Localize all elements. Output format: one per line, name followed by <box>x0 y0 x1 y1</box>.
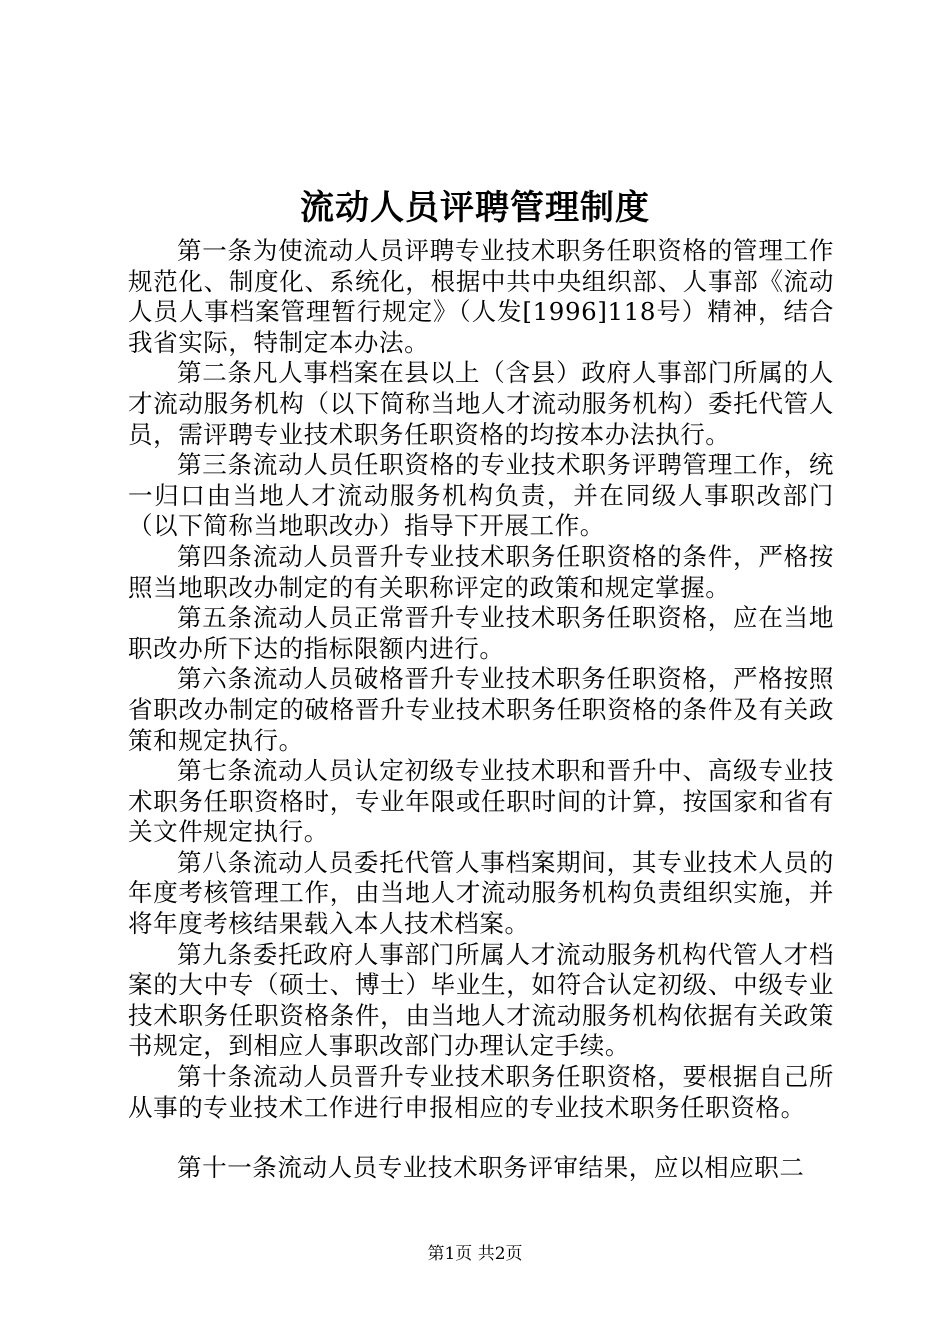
page-number-footer: 第1页 共2页 <box>427 1244 523 1264</box>
article-10: 第十条流动人员晋升专业技术职务任职资格，要根据自己所从事的专业技术工作进行申报相应的专业技术职务任职资格。 <box>128 1062 834 1122</box>
article-1: 第一条为使流动人员评聘专业技术职务任职资格的管理工作规范化、制度化、系统化，根据中共中央组织部、人事部《流动人员人事档案管理暂行规定》（人发[1996]118号）精神，结合我省实际，特制定本办法。 <box>128 236 834 357</box>
article-5: 第五条流动人员正常晋升专业技术职务任职资格，应在当地职改办所下达的指标限额内进行。 <box>128 603 834 663</box>
article-9: 第九条委托政府人事部门所属人才流动服务机构代管人才档案的大中专（硕士、博士）毕业生，如符合认定初级、中级专业技术职务任职资格条件，由当地人才流动服务机构依据有关政策书规定，到相应人事职改部门办理认定手续。 <box>128 939 834 1061</box>
article-11: 第十一条流动人员专业技术职务评审结果，应以相应职二 <box>177 1153 805 1183</box>
article-2: 第二条凡人事档案在县以上（含县）政府人事部门所属的人才流动服务机构（以下简称当地人才流动服务机构）委托代管人员，需评聘专业技术职务任职资格的均按本办法执行。 <box>128 358 834 449</box>
article-6: 第六条流动人员破格晋升专业技术职务任职资格，严格按照省职改办制定的破格晋升专业技术职务任职资格的条件及有关政策和规定执行。 <box>128 664 834 755</box>
document-body <box>128 236 834 1184</box>
page-title: 流动人员评聘管理制度 <box>300 188 650 228</box>
article-7: 第七条流动人员认定初级专业技术职和晋升中、高级专业技术职务任职资格时，专业年限或任职时间的计算，按国家和省有关文件规定执行。 <box>128 756 834 847</box>
article-3: 第三条流动人员任职资格的专业技术职务评聘管理工作，统一归口由当地人才流动服务机构负责，并在同级人事职改部门（以下简称当地职改办）指导下开展工作。 <box>128 450 834 541</box>
article-8: 第八条流动人员委托代管人事档案期间，其专业技术人员的年度考核管理工作，由当地人才流动服务机构负责组织实施，并将年度考核结果载入本人技术档案。 <box>128 847 834 939</box>
article-4: 第四条流动人员晋升专业技术职务任职资格的条件，严格按照当地职改办制定的有关职称评定的政策和规定掌握。 <box>128 541 834 602</box>
